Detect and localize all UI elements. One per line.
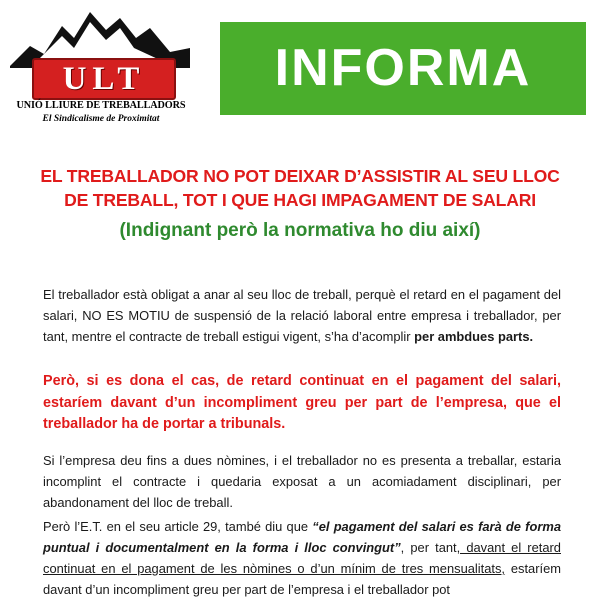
paragraph-4-intro: Però l’E.T. en el seu article 29, també diu que [43,519,313,534]
ult-logo [10,8,190,132]
informa-banner: INFORMA [220,22,586,115]
paragraph-4-end: estaríem davant d’un incompliment greu per part de l’empresa i el treballador pot [43,561,561,597]
title-line-2: DE TREBALL, TOT I QUE HAGI IMPAGAMENT DE SALARI [64,190,536,210]
document-title [20,164,580,212]
logo-motto: El Sindicalisme de Proximitat [42,114,160,124]
document-subtitle: (Indignant però la normativa ho diu així) [119,220,481,241]
paragraph-article-29 [43,516,561,600]
paragraph-1-text: El treballador està obligat a anar al seu lloc de treball, perquè el retard en el pagament del salari, NO ES MOTIU de suspensió de la relació laboral entre empresa i treballador, per tant, mentre el contracte de treball estigui vigent, s’ha d’acomplir [43,287,561,344]
paragraph-4-underlined: , davant el retard continuat en el pagament de les nòmines o d’un mínim de tres mensualitats, [43,540,561,576]
logo-organization-name: UNIÓ LLIURE DE TREBALLADORS [16,100,186,111]
paragraph-4-middle: , per tant [400,540,457,555]
paragraph-dismissal-risk: Si l’empresa deu fins a dues nòmines, i el treballador no es presenta a treballar, estaria incomplint el contracte i quedaria exposat a un acomiadament disciplinari, per abandonament del lloc de treball. [43,453,561,510]
paragraph-4-quote: “el pagament del salari es farà de forma puntual i documentalment en la forma i lloc convingut” [43,519,561,555]
paragraph-obligation [43,284,561,347]
paragraph-1-bold: per ambdues parts. [414,329,534,344]
title-line-1: EL TREBALLADOR NO POT DEIXAR D’ASSISTIR AL SEU LLOC [40,166,560,186]
logo-abbreviation: ULT [32,58,176,100]
paragraph-breach-warning: Però, si es dona el cas, de retard continuat en el pagament del salari, estaríem davant d’un incompliment greu per part de l’empresa, que el treballador ha de portar a tribunals. [43,373,561,432]
